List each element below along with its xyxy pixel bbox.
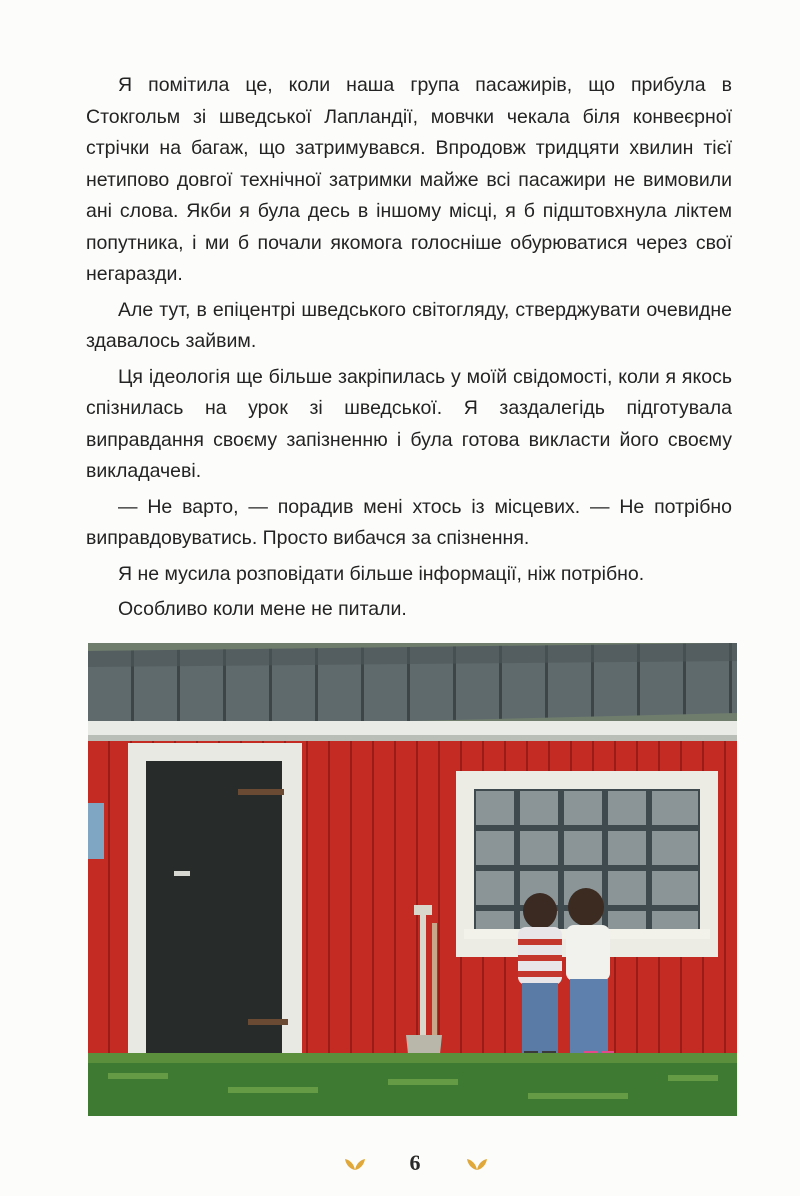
paragraph-2: Але тут, в епіцентрі шведського світогляду, стверджувати очевидне здавалось зайвим. [86, 298, 732, 352]
leaf-ornament-icon [466, 1157, 488, 1171]
paragraph-6: Особливо коли мене не питали. [118, 598, 407, 620]
page-number: 6 [409, 1150, 421, 1175]
paragraph-1: Я помітила це, коли наша група пасажирів, що прибула в Стокгольм зі шведської Лапландії, мовчки чекала біля конвеєрної стрічки на багаж, що затримувався. Впродовж тридцяти хвилин тієї нетипово довгої технічної затримки майже всі пасажири не вимовили ані слова. Якби я була десь в іншому місці, я б підштовхнула ліктем попутника, і ми б почали якомога голосніше обурюватися через свої негаразди. [86, 74, 732, 285]
page-footer [0, 1150, 800, 1180]
paragraph-4: — Не варто, — порадив мені хтось із місцевих. — Не потрібно виправдовуватись. Просто вибачся за спізнення. [86, 495, 732, 549]
red-shed-children-photo [88, 643, 737, 1116]
paragraph-3: Ця ідеологія ще більше закріпилась у моїй свідомості, коли я якось спізнилась на урок зі шведської. Я заздалегідь підготувала виправдання своєму запізненню і була готова викласти його своєму викладачеві. [86, 365, 732, 482]
leaf-ornament-icon [344, 1157, 366, 1171]
page-text [86, 70, 732, 630]
paragraph-5: Я не мусила розповідати більше інформації, ніж потрібно. [118, 562, 645, 585]
